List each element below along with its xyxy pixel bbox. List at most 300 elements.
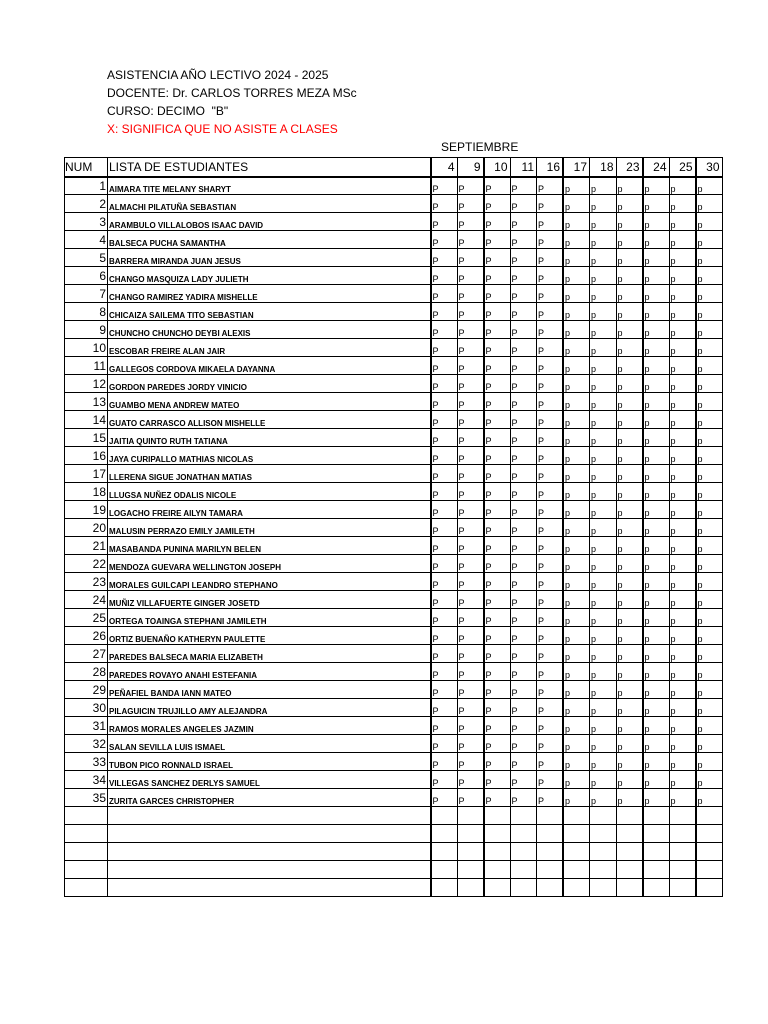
attendance-mark[interactable]: P — [431, 699, 458, 717]
attendance-mark[interactable]: P — [510, 267, 537, 285]
empty-cell[interactable] — [108, 879, 431, 897]
attendance-mark[interactable]: P — [484, 177, 511, 195]
attendance-mark[interactable]: P — [537, 231, 564, 249]
attendance-mark[interactable]: P — [431, 573, 458, 591]
attendance-mark[interactable]: p — [590, 681, 617, 699]
empty-cell[interactable] — [431, 879, 458, 897]
attendance-mark[interactable]: P — [510, 357, 537, 375]
attendance-mark[interactable]: P — [484, 591, 511, 609]
attendance-mark[interactable]: P — [457, 249, 484, 267]
empty-cell[interactable] — [563, 825, 590, 843]
attendance-mark[interactable]: p — [590, 267, 617, 285]
attendance-mark[interactable]: p — [616, 735, 643, 753]
attendance-mark[interactable]: p — [590, 429, 617, 447]
attendance-mark[interactable]: p — [590, 573, 617, 591]
attendance-mark[interactable]: P — [431, 627, 458, 645]
empty-cell[interactable] — [590, 825, 617, 843]
attendance-mark[interactable]: P — [537, 591, 564, 609]
attendance-mark[interactable]: p — [696, 231, 723, 249]
attendance-mark[interactable]: p — [669, 483, 696, 501]
empty-cell[interactable] — [457, 861, 484, 879]
attendance-mark[interactable]: p — [696, 285, 723, 303]
attendance-mark[interactable]: p — [643, 195, 670, 213]
attendance-mark[interactable]: p — [590, 753, 617, 771]
attendance-mark[interactable]: p — [563, 321, 590, 339]
attendance-mark[interactable]: P — [537, 699, 564, 717]
attendance-mark[interactable]: p — [696, 789, 723, 807]
attendance-mark[interactable]: p — [669, 789, 696, 807]
attendance-mark[interactable]: p — [643, 411, 670, 429]
attendance-mark[interactable]: p — [696, 411, 723, 429]
attendance-mark[interactable]: P — [484, 627, 511, 645]
attendance-mark[interactable]: p — [563, 645, 590, 663]
attendance-mark[interactable]: p — [669, 231, 696, 249]
attendance-mark[interactable]: P — [431, 213, 458, 231]
attendance-mark[interactable]: p — [563, 429, 590, 447]
attendance-mark[interactable]: p — [669, 735, 696, 753]
attendance-mark[interactable]: p — [616, 663, 643, 681]
attendance-mark[interactable]: p — [563, 717, 590, 735]
attendance-mark[interactable]: P — [537, 483, 564, 501]
empty-cell[interactable] — [65, 807, 108, 825]
empty-cell[interactable] — [643, 843, 670, 861]
empty-cell[interactable] — [65, 879, 108, 897]
attendance-mark[interactable]: p — [616, 447, 643, 465]
attendance-mark[interactable]: P — [457, 771, 484, 789]
attendance-mark[interactable]: P — [510, 249, 537, 267]
attendance-mark[interactable]: P — [431, 285, 458, 303]
attendance-mark[interactable]: P — [431, 519, 458, 537]
attendance-mark[interactable]: P — [457, 411, 484, 429]
attendance-mark[interactable]: P — [484, 213, 511, 231]
attendance-mark[interactable]: p — [643, 303, 670, 321]
attendance-mark[interactable]: p — [643, 717, 670, 735]
attendance-mark[interactable]: p — [563, 285, 590, 303]
attendance-mark[interactable]: P — [431, 555, 458, 573]
attendance-mark[interactable]: p — [643, 735, 670, 753]
attendance-mark[interactable]: P — [457, 195, 484, 213]
attendance-mark[interactable]: P — [537, 645, 564, 663]
attendance-mark[interactable]: p — [643, 609, 670, 627]
attendance-mark[interactable]: P — [484, 375, 511, 393]
attendance-mark[interactable]: P — [431, 609, 458, 627]
attendance-mark[interactable]: p — [590, 213, 617, 231]
attendance-mark[interactable]: P — [457, 177, 484, 195]
attendance-mark[interactable]: P — [537, 519, 564, 537]
attendance-mark[interactable]: P — [510, 555, 537, 573]
attendance-mark[interactable]: P — [484, 429, 511, 447]
attendance-mark[interactable]: p — [669, 627, 696, 645]
attendance-mark[interactable]: P — [431, 501, 458, 519]
empty-cell[interactable] — [563, 879, 590, 897]
attendance-mark[interactable]: P — [457, 555, 484, 573]
attendance-mark[interactable]: p — [616, 573, 643, 591]
attendance-mark[interactable]: P — [510, 375, 537, 393]
attendance-mark[interactable]: p — [669, 267, 696, 285]
attendance-mark[interactable]: p — [563, 663, 590, 681]
attendance-mark[interactable]: p — [590, 249, 617, 267]
attendance-mark[interactable]: p — [590, 537, 617, 555]
empty-cell[interactable] — [590, 879, 617, 897]
attendance-mark[interactable]: P — [537, 195, 564, 213]
attendance-mark[interactable]: P — [457, 465, 484, 483]
attendance-mark[interactable]: p — [590, 231, 617, 249]
attendance-mark[interactable]: p — [696, 735, 723, 753]
empty-cell[interactable] — [616, 807, 643, 825]
attendance-mark[interactable]: P — [537, 357, 564, 375]
attendance-mark[interactable]: P — [431, 447, 458, 465]
attendance-mark[interactable]: P — [537, 321, 564, 339]
attendance-mark[interactable]: p — [563, 753, 590, 771]
attendance-mark[interactable]: p — [590, 627, 617, 645]
attendance-mark[interactable]: P — [484, 753, 511, 771]
attendance-mark[interactable]: P — [510, 771, 537, 789]
attendance-mark[interactable]: p — [669, 663, 696, 681]
attendance-mark[interactable]: p — [616, 321, 643, 339]
attendance-mark[interactable]: P — [431, 249, 458, 267]
attendance-mark[interactable]: p — [563, 771, 590, 789]
attendance-mark[interactable]: P — [510, 285, 537, 303]
attendance-mark[interactable]: P — [457, 321, 484, 339]
attendance-mark[interactable]: P — [510, 789, 537, 807]
attendance-mark[interactable]: p — [590, 609, 617, 627]
attendance-mark[interactable]: p — [563, 609, 590, 627]
attendance-mark[interactable]: P — [431, 429, 458, 447]
attendance-mark[interactable]: p — [696, 681, 723, 699]
attendance-mark[interactable]: P — [484, 447, 511, 465]
attendance-mark[interactable]: p — [616, 645, 643, 663]
attendance-mark[interactable]: P — [537, 285, 564, 303]
empty-cell[interactable] — [616, 843, 643, 861]
attendance-mark[interactable]: p — [643, 501, 670, 519]
attendance-mark[interactable]: p — [590, 591, 617, 609]
attendance-mark[interactable]: P — [457, 285, 484, 303]
attendance-mark[interactable]: p — [563, 483, 590, 501]
attendance-mark[interactable]: p — [616, 375, 643, 393]
attendance-mark[interactable]: P — [484, 249, 511, 267]
empty-cell[interactable] — [616, 879, 643, 897]
attendance-mark[interactable]: p — [643, 789, 670, 807]
empty-cell[interactable] — [563, 843, 590, 861]
attendance-mark[interactable]: P — [484, 321, 511, 339]
attendance-mark[interactable]: P — [510, 321, 537, 339]
attendance-mark[interactable]: p — [669, 177, 696, 195]
attendance-mark[interactable]: p — [563, 699, 590, 717]
empty-cell[interactable] — [669, 825, 696, 843]
attendance-mark[interactable]: p — [616, 303, 643, 321]
attendance-mark[interactable]: p — [669, 285, 696, 303]
attendance-mark[interactable]: p — [590, 285, 617, 303]
empty-cell[interactable] — [563, 807, 590, 825]
attendance-mark[interactable]: p — [643, 645, 670, 663]
attendance-mark[interactable]: P — [457, 519, 484, 537]
empty-cell[interactable] — [616, 861, 643, 879]
attendance-mark[interactable]: p — [563, 591, 590, 609]
attendance-mark[interactable]: P — [510, 699, 537, 717]
attendance-mark[interactable]: P — [484, 483, 511, 501]
empty-cell[interactable] — [65, 843, 108, 861]
attendance-mark[interactable]: p — [669, 339, 696, 357]
attendance-mark[interactable]: p — [590, 555, 617, 573]
attendance-mark[interactable]: p — [590, 663, 617, 681]
attendance-mark[interactable]: P — [537, 555, 564, 573]
attendance-mark[interactable]: P — [431, 663, 458, 681]
attendance-mark[interactable]: P — [510, 411, 537, 429]
empty-cell[interactable] — [643, 807, 670, 825]
attendance-mark[interactable]: P — [457, 735, 484, 753]
attendance-mark[interactable]: P — [510, 177, 537, 195]
attendance-mark[interactable]: p — [643, 573, 670, 591]
attendance-mark[interactable]: p — [643, 699, 670, 717]
attendance-mark[interactable]: p — [563, 195, 590, 213]
attendance-mark[interactable]: p — [696, 447, 723, 465]
attendance-mark[interactable]: p — [563, 627, 590, 645]
attendance-mark[interactable]: P — [431, 303, 458, 321]
attendance-mark[interactable]: P — [431, 771, 458, 789]
attendance-mark[interactable]: P — [431, 717, 458, 735]
attendance-mark[interactable]: P — [457, 213, 484, 231]
attendance-mark[interactable]: p — [669, 393, 696, 411]
empty-cell[interactable] — [696, 879, 723, 897]
attendance-mark[interactable]: p — [669, 573, 696, 591]
attendance-mark[interactable]: p — [643, 285, 670, 303]
attendance-mark[interactable]: p — [616, 753, 643, 771]
attendance-mark[interactable]: P — [510, 195, 537, 213]
attendance-mark[interactable]: p — [616, 609, 643, 627]
attendance-mark[interactable]: P — [431, 483, 458, 501]
attendance-mark[interactable]: P — [431, 753, 458, 771]
empty-cell[interactable] — [510, 879, 537, 897]
attendance-mark[interactable]: p — [669, 249, 696, 267]
empty-cell[interactable] — [616, 825, 643, 843]
attendance-mark[interactable]: P — [537, 375, 564, 393]
attendance-mark[interactable]: P — [537, 573, 564, 591]
attendance-mark[interactable]: p — [616, 411, 643, 429]
attendance-mark[interactable]: p — [563, 213, 590, 231]
attendance-mark[interactable]: P — [484, 465, 511, 483]
attendance-mark[interactable]: p — [669, 681, 696, 699]
attendance-mark[interactable]: p — [563, 447, 590, 465]
attendance-mark[interactable]: P — [510, 627, 537, 645]
empty-cell[interactable] — [108, 825, 431, 843]
attendance-mark[interactable]: p — [616, 555, 643, 573]
attendance-mark[interactable]: p — [696, 501, 723, 519]
attendance-mark[interactable]: p — [669, 753, 696, 771]
attendance-mark[interactable]: P — [510, 465, 537, 483]
attendance-mark[interactable]: P — [484, 231, 511, 249]
empty-cell[interactable] — [457, 843, 484, 861]
attendance-mark[interactable]: P — [457, 447, 484, 465]
attendance-mark[interactable]: P — [431, 735, 458, 753]
empty-cell[interactable] — [537, 879, 564, 897]
attendance-mark[interactable]: P — [457, 483, 484, 501]
attendance-mark[interactable]: p — [696, 771, 723, 789]
empty-cell[interactable] — [537, 807, 564, 825]
attendance-mark[interactable]: p — [616, 771, 643, 789]
empty-cell[interactable] — [65, 861, 108, 879]
attendance-mark[interactable]: p — [563, 267, 590, 285]
attendance-mark[interactable]: p — [643, 537, 670, 555]
attendance-mark[interactable]: P — [537, 447, 564, 465]
attendance-mark[interactable]: P — [457, 375, 484, 393]
attendance-mark[interactable]: P — [510, 537, 537, 555]
attendance-mark[interactable]: p — [590, 519, 617, 537]
attendance-mark[interactable]: P — [537, 393, 564, 411]
attendance-mark[interactable]: p — [563, 537, 590, 555]
attendance-mark[interactable]: p — [643, 627, 670, 645]
attendance-mark[interactable]: P — [431, 231, 458, 249]
empty-cell[interactable] — [431, 861, 458, 879]
attendance-mark[interactable]: P — [431, 267, 458, 285]
empty-cell[interactable] — [563, 861, 590, 879]
attendance-mark[interactable]: P — [484, 303, 511, 321]
attendance-mark[interactable]: P — [431, 591, 458, 609]
attendance-mark[interactable]: P — [484, 357, 511, 375]
attendance-mark[interactable]: p — [590, 771, 617, 789]
attendance-mark[interactable]: p — [669, 771, 696, 789]
attendance-mark[interactable]: P — [484, 573, 511, 591]
attendance-mark[interactable]: p — [590, 789, 617, 807]
attendance-mark[interactable]: p — [616, 231, 643, 249]
empty-cell[interactable] — [643, 879, 670, 897]
attendance-mark[interactable]: P — [457, 699, 484, 717]
attendance-mark[interactable]: P — [431, 321, 458, 339]
attendance-mark[interactable]: p — [590, 447, 617, 465]
attendance-mark[interactable]: p — [563, 177, 590, 195]
empty-cell[interactable] — [510, 807, 537, 825]
empty-cell[interactable] — [643, 825, 670, 843]
empty-cell[interactable] — [431, 807, 458, 825]
attendance-mark[interactable]: p — [669, 591, 696, 609]
empty-cell[interactable] — [510, 843, 537, 861]
attendance-mark[interactable]: p — [590, 717, 617, 735]
attendance-mark[interactable]: P — [537, 303, 564, 321]
attendance-mark[interactable]: p — [643, 771, 670, 789]
attendance-mark[interactable]: p — [696, 591, 723, 609]
attendance-mark[interactable]: P — [457, 429, 484, 447]
empty-cell[interactable] — [457, 807, 484, 825]
attendance-mark[interactable]: p — [616, 699, 643, 717]
attendance-mark[interactable]: p — [696, 699, 723, 717]
attendance-mark[interactable]: P — [510, 303, 537, 321]
attendance-mark[interactable]: p — [563, 411, 590, 429]
attendance-mark[interactable]: p — [590, 483, 617, 501]
attendance-mark[interactable]: P — [537, 537, 564, 555]
attendance-mark[interactable]: p — [616, 357, 643, 375]
attendance-mark[interactable]: p — [563, 231, 590, 249]
attendance-mark[interactable]: p — [616, 501, 643, 519]
attendance-mark[interactable]: p — [563, 375, 590, 393]
attendance-mark[interactable]: P — [537, 249, 564, 267]
attendance-mark[interactable]: p — [643, 591, 670, 609]
empty-cell[interactable] — [590, 807, 617, 825]
attendance-mark[interactable]: p — [696, 393, 723, 411]
attendance-mark[interactable]: p — [590, 375, 617, 393]
empty-cell[interactable] — [696, 861, 723, 879]
attendance-mark[interactable]: P — [510, 447, 537, 465]
attendance-mark[interactable]: p — [696, 213, 723, 231]
attendance-mark[interactable]: p — [669, 447, 696, 465]
attendance-mark[interactable]: P — [457, 537, 484, 555]
attendance-mark[interactable]: P — [537, 663, 564, 681]
empty-cell[interactable] — [431, 843, 458, 861]
attendance-mark[interactable]: p — [696, 663, 723, 681]
attendance-mark[interactable]: P — [537, 339, 564, 357]
attendance-mark[interactable]: p — [563, 501, 590, 519]
empty-cell[interactable] — [696, 807, 723, 825]
attendance-mark[interactable]: p — [696, 429, 723, 447]
empty-cell[interactable] — [669, 843, 696, 861]
attendance-mark[interactable]: P — [457, 627, 484, 645]
attendance-mark[interactable]: p — [643, 483, 670, 501]
attendance-mark[interactable]: p — [643, 267, 670, 285]
attendance-mark[interactable]: P — [431, 393, 458, 411]
empty-cell[interactable] — [65, 825, 108, 843]
empty-cell[interactable] — [484, 861, 511, 879]
empty-cell[interactable] — [108, 843, 431, 861]
attendance-mark[interactable]: p — [669, 501, 696, 519]
attendance-mark[interactable]: p — [590, 177, 617, 195]
empty-cell[interactable] — [696, 825, 723, 843]
attendance-mark[interactable]: p — [669, 537, 696, 555]
attendance-mark[interactable]: P — [431, 789, 458, 807]
empty-cell[interactable] — [669, 861, 696, 879]
attendance-mark[interactable]: P — [457, 789, 484, 807]
attendance-mark[interactable]: p — [696, 465, 723, 483]
attendance-mark[interactable]: p — [643, 663, 670, 681]
attendance-mark[interactable]: P — [537, 681, 564, 699]
attendance-mark[interactable]: P — [510, 645, 537, 663]
attendance-mark[interactable]: P — [484, 771, 511, 789]
attendance-mark[interactable]: P — [457, 267, 484, 285]
empty-cell[interactable] — [484, 843, 511, 861]
attendance-mark[interactable]: p — [616, 249, 643, 267]
attendance-mark[interactable]: p — [696, 519, 723, 537]
attendance-mark[interactable]: P — [431, 177, 458, 195]
empty-cell[interactable] — [108, 861, 431, 879]
attendance-mark[interactable]: P — [457, 357, 484, 375]
attendance-mark[interactable]: P — [484, 267, 511, 285]
attendance-mark[interactable]: p — [590, 321, 617, 339]
empty-cell[interactable] — [457, 879, 484, 897]
attendance-mark[interactable]: P — [537, 735, 564, 753]
attendance-mark[interactable]: P — [537, 411, 564, 429]
attendance-mark[interactable]: p — [563, 465, 590, 483]
empty-cell[interactable] — [590, 843, 617, 861]
attendance-mark[interactable]: P — [484, 195, 511, 213]
empty-cell[interactable] — [484, 879, 511, 897]
attendance-mark[interactable]: P — [510, 393, 537, 411]
attendance-mark[interactable]: P — [510, 663, 537, 681]
attendance-mark[interactable]: P — [537, 627, 564, 645]
attendance-mark[interactable]: P — [510, 735, 537, 753]
attendance-mark[interactable]: p — [643, 429, 670, 447]
empty-cell[interactable] — [431, 825, 458, 843]
attendance-mark[interactable]: p — [590, 411, 617, 429]
attendance-mark[interactable]: p — [616, 465, 643, 483]
empty-cell[interactable] — [537, 825, 564, 843]
attendance-mark[interactable]: p — [643, 375, 670, 393]
empty-cell[interactable] — [590, 861, 617, 879]
attendance-mark[interactable]: P — [431, 375, 458, 393]
attendance-mark[interactable]: P — [537, 465, 564, 483]
empty-cell[interactable] — [510, 825, 537, 843]
attendance-mark[interactable]: p — [590, 645, 617, 663]
attendance-mark[interactable]: P — [537, 177, 564, 195]
attendance-mark[interactable]: P — [457, 591, 484, 609]
attendance-mark[interactable]: P — [510, 231, 537, 249]
attendance-mark[interactable]: p — [696, 267, 723, 285]
